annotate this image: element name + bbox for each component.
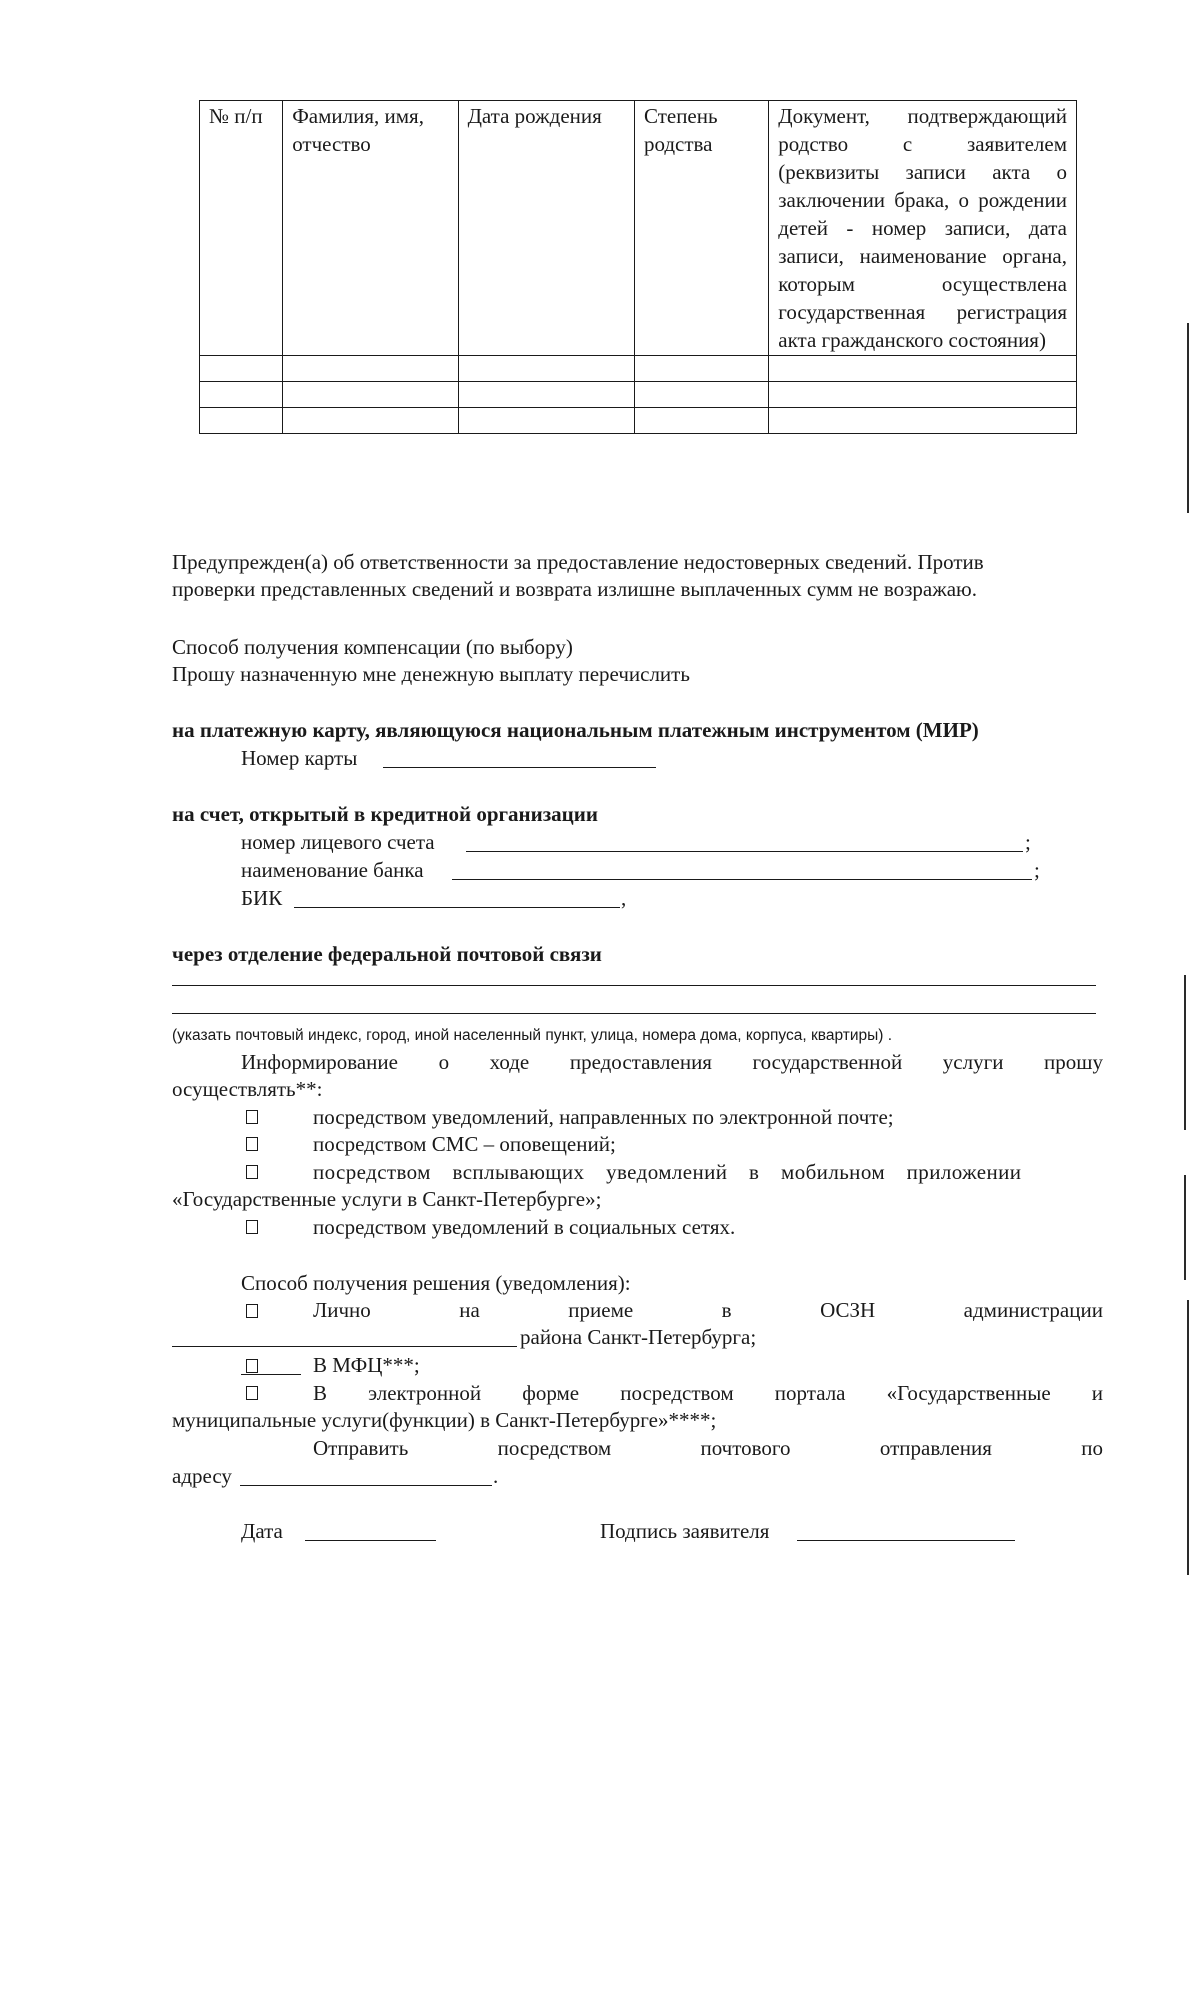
table-row <box>200 382 1077 408</box>
decision-word: портала <box>774 1381 846 1405</box>
account-heading: на счет, открытый в кредитной организации <box>172 802 598 826</box>
decision-word: на <box>459 1298 480 1322</box>
header-document: Документ, подтверждающий родство с заявителем (реквизиты записи акта о заключении брака, о рождении детей - номер записи, дата записи, наименование органа, которым осуществлена государственная регистрация акта гражданского состояния) <box>769 101 1077 356</box>
post-address-hint: (указать почтовый индекс, город, иной населенный пункт, улица, номера дома, корпуса, квартиры) . <box>172 1027 893 1044</box>
signature-field[interactable] <box>797 1540 1015 1541</box>
inform-word: предоставления <box>569 1050 712 1074</box>
decision-word: посредством <box>497 1436 612 1460</box>
table-cell[interactable] <box>769 408 1077 434</box>
inform-option-app-text: посредством всплывающих уведомлений в мобильном приложении <box>313 1160 1022 1184</box>
personal-checkbox[interactable] <box>246 1304 258 1318</box>
decision-word: почтового <box>700 1436 791 1460</box>
date-field[interactable] <box>305 1540 436 1541</box>
app-checkbox[interactable] <box>246 1165 258 1179</box>
table-cell[interactable] <box>634 356 768 382</box>
inform-line-1 <box>241 1048 1103 1076</box>
card-number-field[interactable] <box>383 767 656 768</box>
bik-label: БИК <box>241 886 283 910</box>
post-address-field[interactable] <box>240 1485 492 1486</box>
scan-artifact <box>1187 1300 1189 1575</box>
portal-checkbox[interactable] <box>246 1386 258 1400</box>
inform-option-app <box>313 1158 1103 1186</box>
table-header-row <box>200 101 1077 356</box>
scan-artifact <box>1184 1175 1186 1280</box>
decision-word: В <box>313 1381 328 1405</box>
table-cell[interactable] <box>283 408 458 434</box>
header-birth-date: Дата рождения <box>458 101 634 356</box>
decision-word: приеме <box>568 1298 634 1322</box>
decision-personal <box>313 1296 1103 1324</box>
decision-word: по <box>1081 1436 1103 1460</box>
table-cell[interactable] <box>200 356 283 382</box>
card-heading: на платежную карту, являющуюся национальным платежным инструментом (МИР) <box>172 718 979 742</box>
payment-method-label: Способ получения компенсации (по выбору) <box>172 635 573 659</box>
social-checkbox[interactable] <box>246 1220 258 1234</box>
warning-line-2: проверки представленных сведений и возврата излишне выплаченных сумм не возражаю. <box>172 577 977 601</box>
decision-word: посредством <box>620 1381 734 1405</box>
decision-word: Отправить <box>313 1436 409 1460</box>
decision-word: отправления <box>879 1436 992 1460</box>
post-address-field-1[interactable] <box>172 985 1096 986</box>
decision-post-dot: . <box>493 1464 499 1488</box>
post-heading: через отделение федеральной почтовой связи <box>172 942 602 966</box>
inform-option-email: посредством уведомлений, направленных по электронной почте; <box>313 1105 894 1129</box>
decision-word: Лично <box>313 1298 371 1322</box>
email-checkbox[interactable] <box>246 1110 258 1124</box>
table-cell[interactable] <box>634 382 768 408</box>
decision-post-address-label: адресу <box>172 1464 232 1488</box>
inform-line-2: осуществлять**: <box>172 1077 323 1101</box>
post-address-field-2[interactable] <box>172 1013 1096 1014</box>
account-number-label: номер лицевого счета <box>241 830 435 854</box>
table-cell[interactable] <box>769 382 1077 408</box>
account-number-semicolon: ; <box>1025 830 1031 854</box>
table-cell[interactable] <box>769 356 1077 382</box>
decision-portal <box>313 1379 1103 1407</box>
decision-label: Способ получения решения (уведомления): <box>241 1271 631 1295</box>
decision-word: форме <box>522 1381 580 1405</box>
inform-option-sms: посредством СМС – оповещений; <box>313 1132 616 1156</box>
district-field[interactable] <box>172 1346 517 1347</box>
table-row <box>200 408 1077 434</box>
warning-line-1: Предупрежден(а) об ответственности за предоставление недостоверных сведений. Против <box>172 550 984 574</box>
inform-word: о <box>438 1050 450 1074</box>
table-cell[interactable] <box>200 408 283 434</box>
table-cell[interactable] <box>458 408 634 434</box>
sms-checkbox[interactable] <box>246 1137 258 1151</box>
header-full-name: Фамилия, имя, отчество <box>283 101 458 356</box>
decision-portal-cont: муниципальные услуги(функции) в Санкт-Петербурге»****; <box>172 1408 717 1432</box>
mfc-underline <box>241 1374 301 1375</box>
table-cell[interactable] <box>458 382 634 408</box>
payment-request: Прошу назначенную мне денежную выплату перечислить <box>172 662 690 686</box>
table-cell[interactable] <box>458 356 634 382</box>
table-cell[interactable] <box>634 408 768 434</box>
inform-word: государственной <box>752 1050 903 1074</box>
bank-name-label: наименование банка <box>241 858 424 882</box>
inform-word: Информирование <box>241 1050 398 1074</box>
bank-name-field[interactable] <box>452 879 1032 880</box>
table-row <box>200 356 1077 382</box>
decision-word: администрации <box>963 1298 1103 1322</box>
table-cell[interactable] <box>283 382 458 408</box>
account-number-field[interactable] <box>466 851 1023 852</box>
inform-word: прошу <box>1044 1050 1103 1074</box>
decision-word: ОСЗН <box>820 1298 876 1322</box>
decision-word: и <box>1091 1381 1103 1405</box>
inform-word: услуги <box>942 1050 1004 1074</box>
card-number-label: Номер карты <box>241 746 358 770</box>
decision-district: района Санкт-Петербурга; <box>520 1325 757 1349</box>
inform-word: ходе <box>489 1050 530 1074</box>
bik-field[interactable] <box>294 907 620 908</box>
inform-option-social: посредством уведомлений в социальных сетях. <box>313 1215 736 1239</box>
bank-name-semicolon: ; <box>1034 858 1040 882</box>
scan-artifact <box>1187 323 1189 513</box>
bik-comma: , <box>621 886 627 910</box>
mfc-checkbox[interactable] <box>246 1359 258 1373</box>
header-number: № п/п <box>200 101 283 356</box>
decision-mfc: В МФЦ***; <box>313 1353 420 1377</box>
table-cell[interactable] <box>200 382 283 408</box>
decision-post <box>313 1434 1103 1462</box>
header-relation: Степень родства <box>634 101 768 356</box>
date-label: Дата <box>241 1519 283 1543</box>
relatives-table <box>199 100 1077 434</box>
decision-word: электронной <box>368 1381 482 1405</box>
signature-label: Подпись заявителя <box>600 1519 770 1543</box>
inform-option-app-cont: «Государственные услуги в Санкт-Петербурге»; <box>172 1187 602 1211</box>
table-cell[interactable] <box>283 356 458 382</box>
scan-artifact <box>1184 975 1186 1130</box>
decision-word: в <box>721 1298 732 1322</box>
decision-word: «Государственные <box>886 1381 1051 1405</box>
